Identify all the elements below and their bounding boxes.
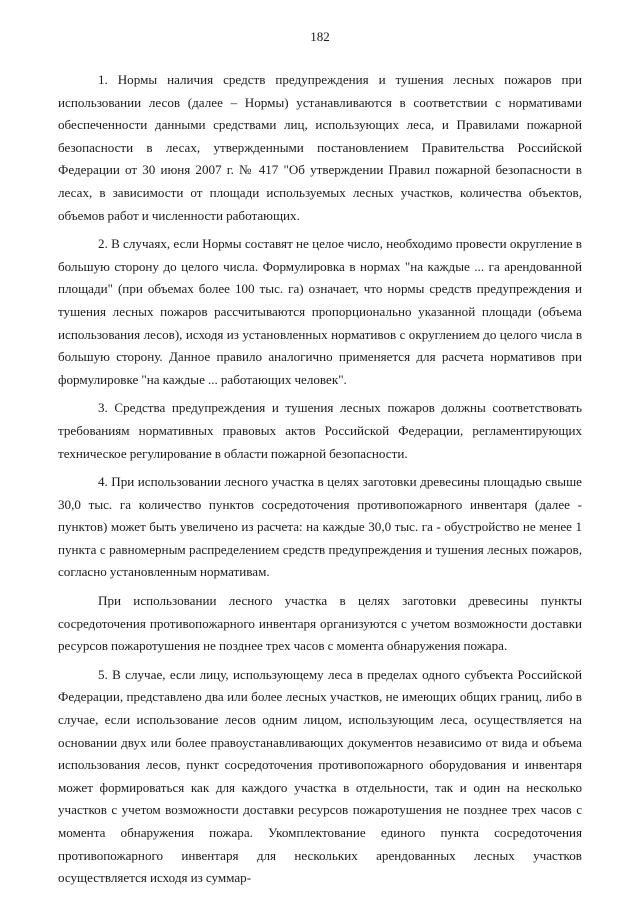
paragraph-4: 4. При использовании лесного участка в целях заготовки древесины площадью свыше 30,0 тыс. га количество пунктов сосредоточения противопожарного инвентаря (далее - пунктов) может быть увеличено из расчета: на каждые 30,0 тыс. га - обустройство не менее 1 пункта с равномерным распределением средств предупреждения и тушения лесных пожаров, согласно установленным нормативам. xyxy=(58,474,582,580)
paragraph-5: 5. В случае, если лицу, использующему леса в пределах одного субъекта Российской Федерации, представлено два или более лесных участков, не имеющих общих границ, либо в случае, если использование лесов одним лицом, использующим леса, осуществляется на основании двух или более правоустанавливающих документов независимо от вида и объема использования лесов, пункт сосредоточения противопожарного оборудования и инвентаря может формироваться как для каждого участка в отдельности, так и один на несколько участков с учетом возможности доставки ресурсов пожаротушения не позднее трех часов с момента обнаружения пожара. Укомплектование единого пункта сосредоточения противопожарного инвентаря для нескольких арендованных лесных участков осуществляется исходя из суммар- xyxy=(58,666,582,886)
paragraph-4-continuation: При использовании лесного участка в целях заготовки древесины пункты сосредоточения противопожарного инвентаря организуются с учетом возможности доставки ресурсов пожаротушения не позднее трех часов с момента обнаружения пожара. xyxy=(58,593,582,654)
page-number: 182 xyxy=(310,29,330,44)
paragraph-2: 2. В случаях, если Нормы составят не целое число, необходимо провести округление в большую сторону до целого числа. Формулировка в нормах "на каждые ... га арендованной площади" (при объемах более 100 тыс. га) означает, что нормы средств предупреждения и тушения лесных пожаров рассчитываются пропорционально указанной площади (объема использования лесов), исходя из установленных нормативов с округлением до целого числа в большую сторону. Данное правило аналогично применяется для расчета нормативов при формулировке "на каждые ... работающих человек". xyxy=(58,236,582,387)
paragraph-3: 3. Средства предупреждения и тушения лесных пожаров должны соответствовать требованиям нормативных правовых актов Российской Федерации, регламентирующих техническое регулирование в области пожарной безопасности. xyxy=(58,400,582,461)
document-body xyxy=(58,69,582,890)
paragraph-1: 1. Нормы наличия средств предупреждения и тушения лесных пожаров при использовании лесов (далее – Нормы) устанавливаются в соответствии с нормативами обеспеченности данными средствами лиц, использующих леса, и Правилами пожарной безопасности в лесах, утвержденными постановлением Правительства Российской Федерации от 30 июня 2007 г. № 417 "Об утверждении Правил пожарной безопасности в лесах, в зависимости от площади используемых лесных участков, количества объектов, объемов работ и численности работающих. xyxy=(58,72,582,223)
